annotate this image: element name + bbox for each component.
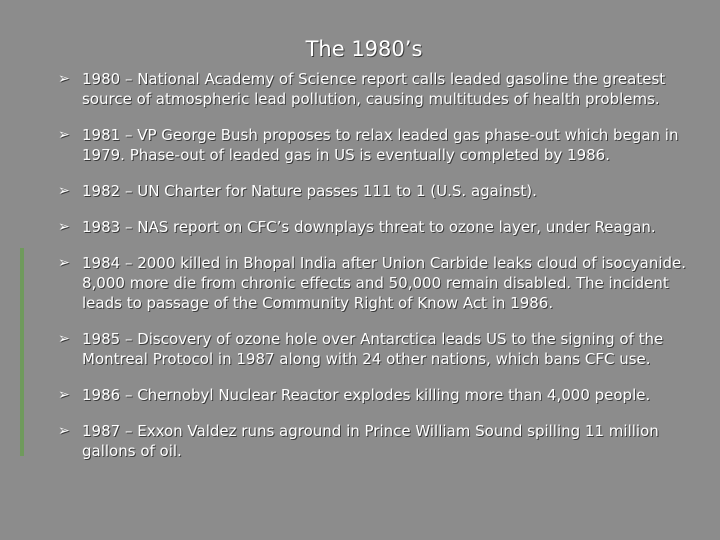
arrow-bullet-icon: ➢: [58, 423, 70, 439]
bullet-text: 1981 – VP George Bush proposes to relax leaded gas phase-out which began in 1979. Phase-out of leaded gas in US is eventually completed by 1986.: [82, 126, 679, 164]
bullet-item-1987: [58, 421, 708, 461]
arrow-bullet-icon: ➢: [58, 71, 70, 87]
arrow-bullet-icon: ➢: [58, 255, 70, 271]
arrow-bullet-icon: ➢: [58, 387, 70, 403]
bullet-text: 1985 – Discovery of ozone hole over Antarctica leads US to the signing of the Montreal Protocol in 1987 along with 24 other nations, which bans CFC use.: [82, 330, 664, 368]
bullet-item-1986: [58, 385, 708, 405]
bullet-text: 1986 – Chernobyl Nuclear Reactor explodes killing more than 4,000 people.: [82, 386, 651, 404]
arrow-bullet-icon: ➢: [58, 127, 70, 143]
bullet-text: 1983 – NAS report on CFC’s downplays threat to ozone layer, under Reagan.: [82, 218, 656, 236]
bullet-item-1980: [58, 69, 708, 109]
bullet-text: 1987 – Exxon Valdez runs aground in Prince William Sound spilling 11 million gallons of oil.: [82, 422, 659, 460]
bullet-list: [58, 69, 708, 477]
bullet-item-1981: [58, 125, 708, 165]
bullet-text: 1984 – 2000 killed in Bhopal India after Union Carbide leaks cloud of isocyanide. 8,000 more die from chronic effects and 50,000 remain disabled. The incident leads to passage of the Community Right of Know Act in 1986.: [82, 254, 687, 312]
arrow-bullet-icon: ➢: [58, 219, 70, 235]
slide-title: The 1980’s: [305, 37, 423, 61]
arrow-bullet-icon: ➢: [58, 183, 70, 199]
bullet-text: 1982 – UN Charter for Nature passes 111 to 1 (U.S. against).: [82, 182, 537, 200]
bullet-item-1985: [58, 329, 708, 369]
bullet-item-1982: [58, 181, 708, 201]
bullet-item-1984: [58, 253, 708, 313]
arrow-bullet-icon: ➢: [58, 331, 70, 347]
accent-bar: [20, 248, 24, 456]
bullet-item-1983: [58, 217, 708, 237]
bullet-text: 1980 – National Academy of Science report calls leaded gasoline the greatest source of atmospheric lead pollution, causing multitudes of health problems.: [82, 70, 666, 108]
